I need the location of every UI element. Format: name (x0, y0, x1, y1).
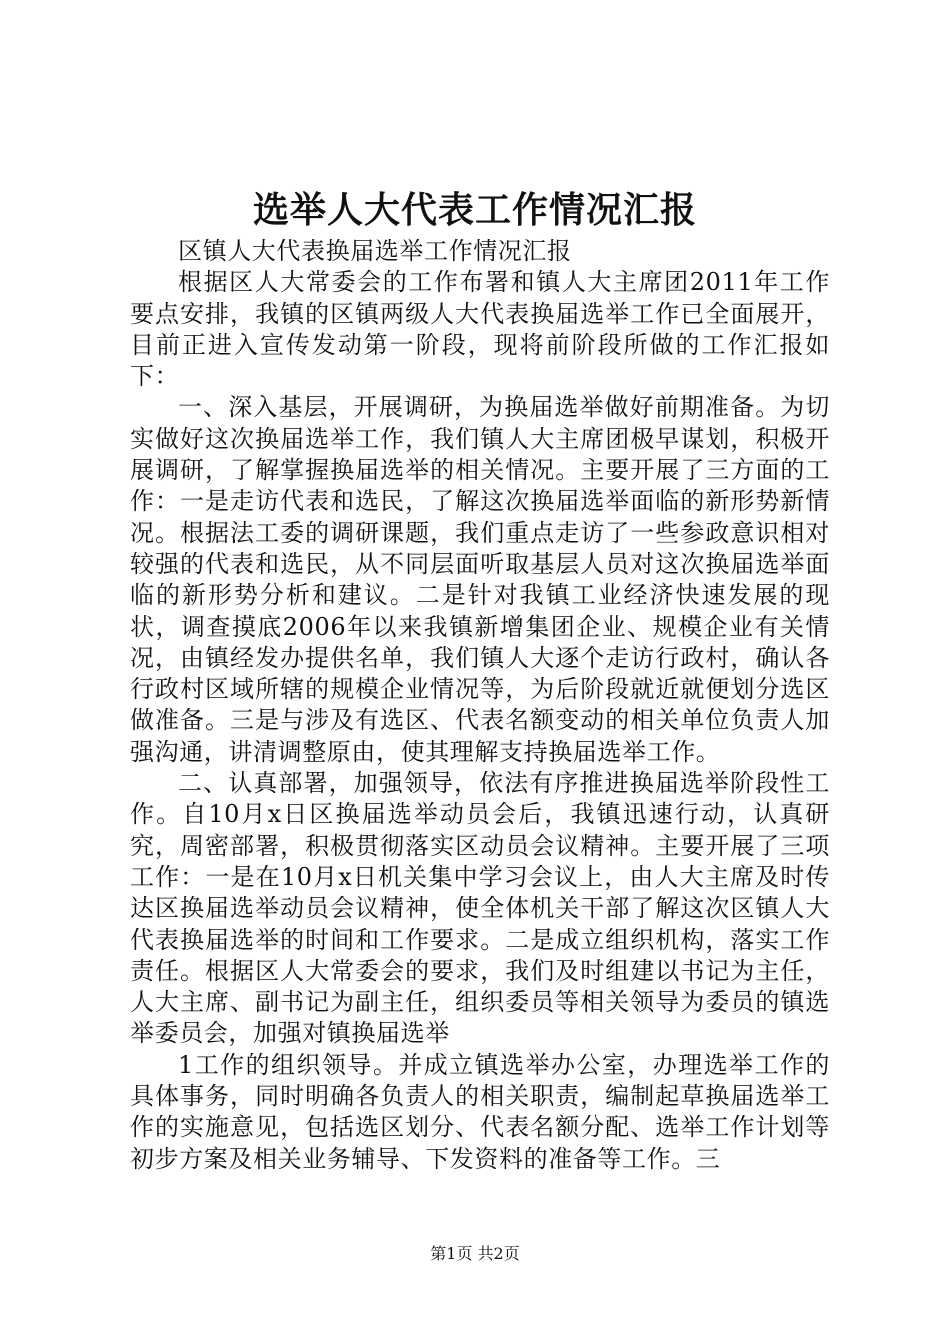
document-title: 选举人大代表工作情况汇报 (252, 189, 697, 231)
page-number-footer: 第1页 共2页 (430, 1244, 520, 1263)
document-body (130, 236, 830, 1175)
paragraph-continuation: 1工作的组织领导。并成立镇选举办公室，办理选举工作的具体事务，同时明确各负责人的相关职责，编制起草换届选举工作的实施意见，包括选区划分、代表名额分配、选举工作计划等初步方案及相关业务辅导、下发资料的准备等工作。三 (130, 1050, 830, 1173)
paragraph-subtitle: 区镇人大代表换届选举工作情况汇报 (178, 237, 572, 265)
paragraph-intro: 根据区人大常委会的工作布署和镇人大主席团2011年工作要点安排，我镇的区镇两级人大代表换届选举工作已全面展开，目前正进入宣传发动第一阶段，现将前阶段所做的工作汇报如下： (130, 268, 830, 391)
paragraph-section-two: 二、认真部署，加强领导，依法有序推进换届选举阶段性工作。自10月x日区换届选举动员会后，我镇迅速行动，认真研究，周密部署，积极贯彻落实区动员会议精神。主要开展了三项工作：一是在10月x日机关集中学习会议上，由人大主席及时传达区换届选举动员会议精神，使全体机关干部了解这次区镇人大代表换届选举的时间和工作要求。二是成立组织机构，落实工作责任。根据区人大常委会的要求，我们及时组建以书记为主任，人大主席、副书记为副主任，组织委员等相关领导为委员的镇选举委员会，加强对镇换届选举 (130, 769, 830, 1048)
paragraph-section-one: 一、深入基层，开展调研，为换届选举做好前期准备。为切实做好这次换届选举工作，我们镇人大主席团极早谋划，积极开展调研，了解掌握换届选举的相关情况。主要开展了三方面的工作：一是走访代表和选民，了解这次换届选举面临的新形势新情况。根据法工委的调研课题，我们重点走访了一些参政意识相对较强的代表和选民，从不同层面听取基层人员对这次换届选举面临的新形势分析和建议。二是针对我镇工业经济快速发展的现状，调查摸底2006年以来我镇新增集团企业、规模企业有关情况，由镇经发办提供名单，我们镇人大逐个走访行政村，确认各行政村区域所辖的规模企业情况等，为后阶段就近就便划分选区做准备。三是与涉及有选区、代表名额变动的相关单位负责人加强沟通，讲清调整原由，使其理解支持换届选举工作。 (130, 393, 830, 766)
